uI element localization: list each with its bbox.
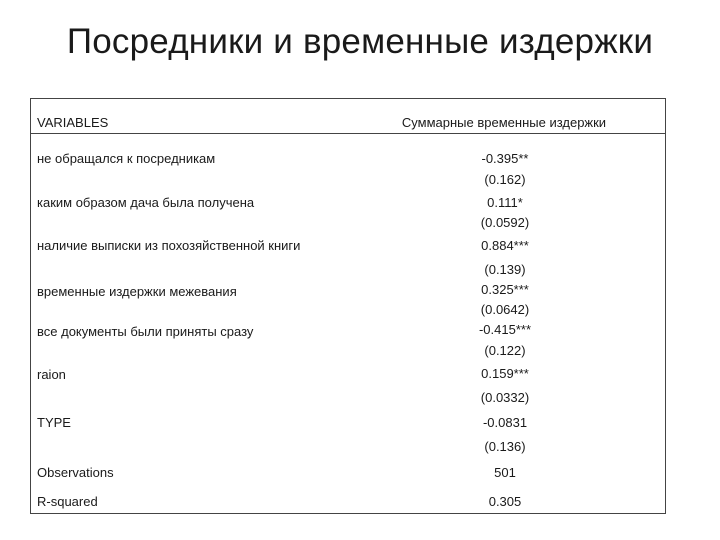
standard-error-value: (0.139) [484, 262, 526, 277]
standard-error-value: (0.0642) [480, 302, 530, 317]
label-row: не обращался к посредникам [37, 151, 216, 166]
coefficient-value: -0.0831 [482, 415, 528, 430]
label-row: TYPE [37, 415, 71, 430]
standard-error-value: (0.122) [484, 343, 526, 358]
label-row: временные издержки межевания [37, 284, 237, 299]
coefficient-value: 0.325*** [481, 282, 529, 297]
label-row: все документы были приняты сразу [37, 324, 254, 339]
standard-error-value: (0.162) [484, 172, 526, 187]
header-divider [30, 133, 666, 134]
standard-error-value: (0.0332) [480, 390, 530, 405]
header-column: Суммарные временные издержки [401, 115, 607, 130]
coefficient-value: 0.884*** [481, 238, 529, 253]
label-row: наличие выписки из похозяйственной книги [37, 238, 301, 253]
standard-error-value: (0.0592) [480, 215, 530, 230]
observations-value: 501 [494, 465, 516, 480]
coefficient-value: 0.111* [487, 195, 523, 210]
label-row: Observations [37, 465, 114, 480]
standard-error-value: (0.136) [484, 439, 526, 454]
header-variables: VARIABLES [37, 115, 109, 130]
coefficient-value: -0.395** [481, 151, 529, 166]
label-row: каким образом дача была получена [37, 195, 255, 210]
coefficient-value: 0.159*** [481, 366, 529, 381]
label-row: R-squared [37, 494, 98, 509]
coefficient-value: -0.415*** [478, 322, 532, 337]
label-row: raion [37, 367, 66, 382]
r-squared-value: 0.305 [488, 494, 522, 509]
slide-title: Посредники и временные издержки [66, 22, 654, 61]
